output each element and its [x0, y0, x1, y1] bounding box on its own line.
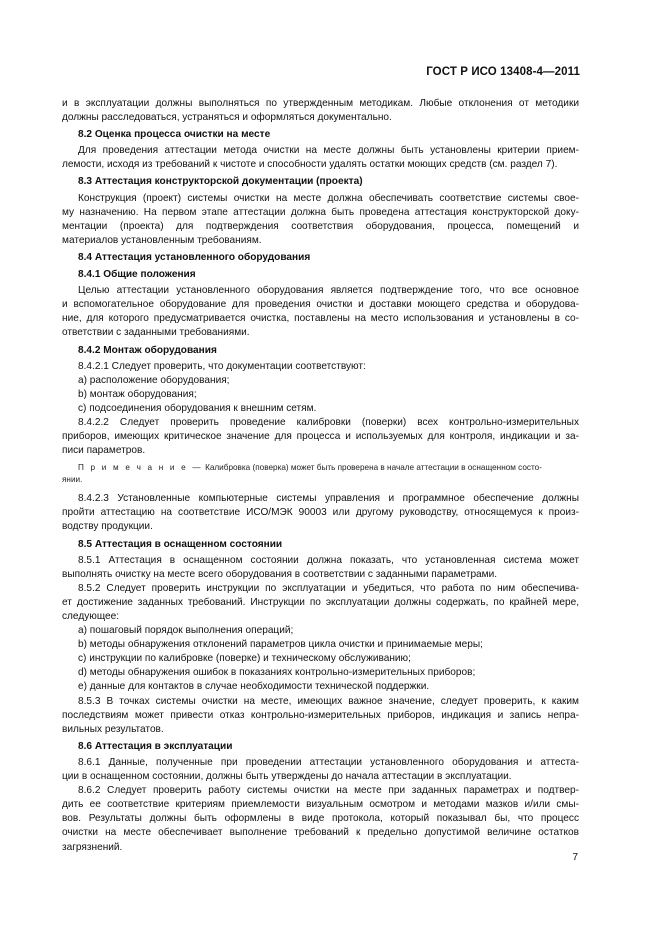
text-line: ции в оснащенном состоянии, должны быть утверждены до начала аттестации в эксплуатации. [62, 771, 512, 783]
text-line: 8.6.2 Следует проверить работу системы очистки на месте при заданных параметрах и подтвер- [78, 785, 579, 797]
paragraph-8-6-1 [62, 756, 579, 784]
section-heading-8-4: 8.4 Аттестация установленного оборудования [78, 251, 311, 263]
text-line: 8.6.1 Данные, полученные при проведении аттестации установленного оборудования и аттеста- [78, 756, 579, 768]
text-line: Для проведения аттестации метода очистки на месте должны быть установлены критерии прием- [78, 145, 579, 157]
page-body [62, 97, 579, 855]
note-label: П р и м е ч а н и е — [78, 463, 203, 473]
text-line: должны расследоваться, устраняться и оформляться документально. [62, 112, 392, 124]
text-line: лемости, исходя из требований к чистоте и способности удалять остатки моющих средств (см. раздел 7). [62, 159, 558, 171]
text-line: материалов установленным требованиям. [62, 234, 262, 246]
text-line: водству продукции. [62, 521, 153, 533]
section-heading-8-6: 8.6 Аттестация в эксплуатации [78, 740, 233, 752]
section-heading-8-4-1: 8.4.1 Общие положения [78, 269, 196, 281]
list-item: c) подсоединения оборудования к внешним сетям. [78, 402, 317, 414]
paragraph-8-4-2-2 [62, 416, 579, 458]
paragraph-8-4-2-3 [62, 492, 579, 534]
text-line: Целью аттестации установленного оборудования является подтверждение того, что все основное [78, 285, 579, 297]
text-line: очистки на месте обеспечивает выполнение требований к предельно допустимой величине остатков [62, 827, 579, 839]
list-item: c) инструкции по калибровке (поверке) и техническому обслуживанию; [78, 653, 411, 665]
text-line: загрязнений. [62, 841, 123, 853]
text-line: следующее: [62, 611, 120, 622]
list-item: d) методы обнаружения ошибок в показаниях контрольно-измерительных приборов; [78, 667, 476, 679]
page-number: 7 [572, 852, 578, 863]
paragraph-intro [62, 97, 579, 125]
text-line: му назначению. На первом этапе аттестации должна быть проведена аттестация конструкторской доку- [62, 206, 579, 218]
paragraph-8-6-2 [62, 784, 579, 854]
text-line: писи параметров. [62, 445, 146, 457]
section-heading-8-5: 8.5 Аттестация в оснащенном состоянии [78, 538, 283, 550]
list-item: b) методы обнаружения отклонений параметров цикла очистки и принимаемые меры; [78, 639, 483, 651]
text-line: ответствии с заданными требованиями. [62, 327, 250, 339]
paragraph-8-2 [62, 144, 579, 172]
text-line: 8.4.2.2 Следует проверить проведение калибровки (поверки) всех контрольно-измерительных [78, 416, 579, 428]
text-line: ет достижение заданных требований. Инструкции по эксплуатации должны содержать, по крайней мере, [62, 596, 579, 608]
paragraph-8-5-3 [62, 695, 579, 737]
text-line: дить ее соответствие критериям приемлемости визуальным осмотром и методами мазков и/или смы- [62, 799, 579, 811]
note [62, 462, 579, 486]
text-line: выполнять очистку на месте всего оборудования в соответствии с заданными параметрами. [62, 568, 498, 580]
list-item: e) данные для контактов в случае необходимости технической поддержки. [78, 681, 430, 693]
text-line: приборов, имеющих критическое значение для процесса и используемых для контроля, индикации и за- [62, 431, 579, 443]
note-tail: янии. [62, 475, 83, 485]
section-heading-8-2: 8.2 Оценка процесса очистки на месте [78, 129, 271, 141]
text-line: 8.5.3 В точках системы очистки на месте, имеющих важное значение, следует проверить, к каким [78, 695, 579, 707]
list-item: b) монтаж оборудования; [78, 388, 197, 400]
text-line: ментации (проекта) для подтверждения соответствия оборудования, процесса, помещений и [62, 220, 579, 232]
text-line: 8.4.2.3 Установленные компьютерные системы управления и программное обеспечение должны [78, 493, 579, 505]
paragraph-8-4-1 [62, 284, 579, 340]
paragraph-8-5-2 [62, 582, 579, 624]
section-heading-8-4-2: 8.4.2 Монтаж оборудования [78, 344, 217, 356]
document-code: ГОСТ Р ИСО 13408-4—2011 [426, 66, 580, 78]
list-item: a) расположение оборудования; [78, 374, 230, 386]
text-line: 8.5.2 Следует проверить инструкции по эксплуатации и убедиться, что работа по ним обеспечива- [78, 582, 579, 594]
text-line: вильных результатов. [62, 723, 164, 735]
text-line: пройти аттестацию на соответствие ИСО/МЭК 90003 или другому руководству, относящемуся к произ- [62, 507, 579, 519]
text-line: и вспомогательное оборудование для проведения очистки и доставки моющего средства и оборудова- [62, 299, 579, 311]
note-text: Калибровка (поверка) может быть проверена в начале аттестации в оснащенном состо- [205, 463, 542, 473]
paragraph-8-4-2-1: 8.4.2.1 Следует проверить, что документации соответствуют: [78, 360, 366, 372]
text-line: 8.5.1 Аттестация в оснащенном состоянии должна показать, что установленная система может [78, 554, 579, 566]
text-line: и в эксплуатации должны выполняться по утвержденным методикам. Любые отклонения от методики [62, 98, 579, 109]
list-item: a) пошаговый порядок выполнения операций; [78, 625, 294, 637]
text-line: ние, для которого предусматривается очистка, поставлены на место использования и установлены в со- [62, 313, 579, 325]
text-line: вов. Результаты должны быть оформлены в виде протокола, который показывал бы, что процесс [62, 813, 579, 825]
section-heading-8-3: 8.3 Аттестация конструкторской документации (проекта) [78, 176, 363, 188]
text-line: Конструкция (проект) системы очистки на месте должна обеспечивать соответствие системы свое- [78, 192, 579, 204]
paragraph-8-3 [62, 192, 579, 248]
paragraph-8-5-1 [62, 554, 579, 582]
text-line: последствиям может привести отказ контрольно-измерительных приборов, индикация и запись непра- [62, 709, 579, 721]
